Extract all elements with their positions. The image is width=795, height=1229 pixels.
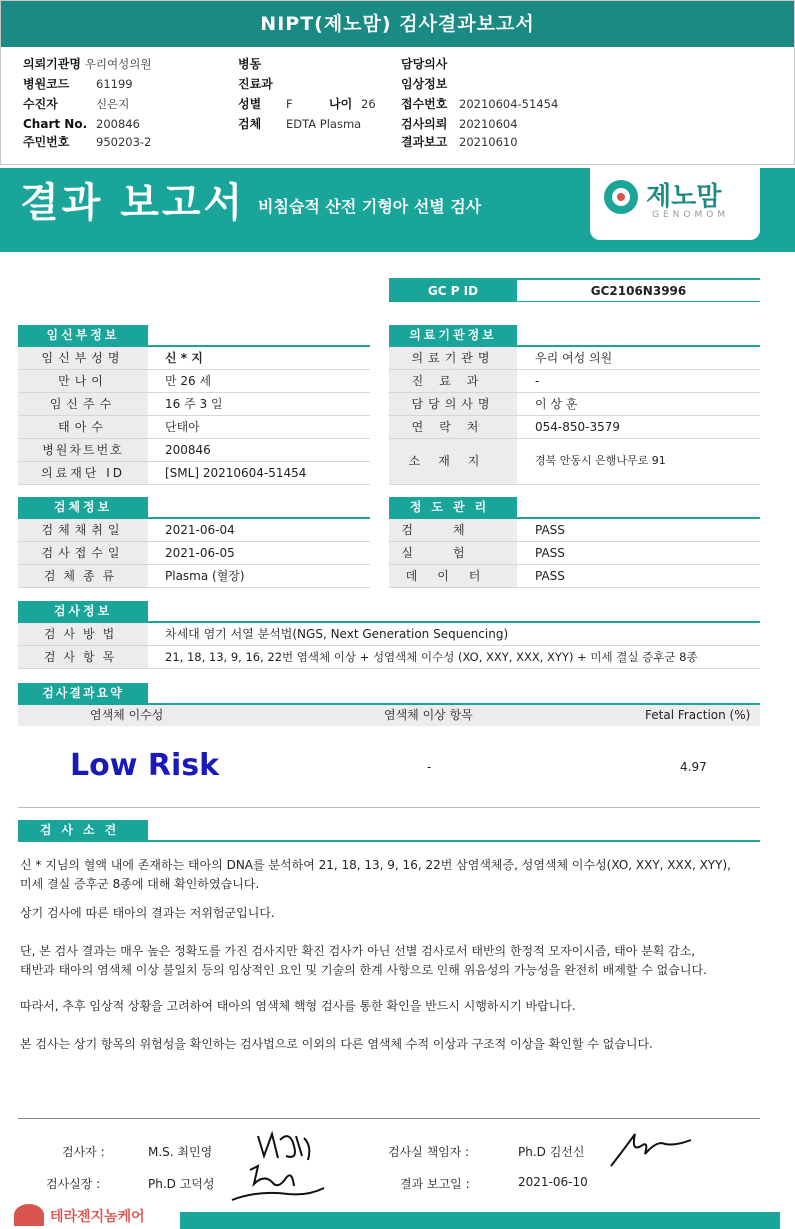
row-value: - — [535, 374, 540, 388]
row-value: 신 * 지 — [165, 351, 203, 365]
row-value: 우리 여성 의원 — [535, 351, 613, 365]
summary-col-aneuploidy: 염색체 이수성 — [90, 708, 164, 722]
examiner-label: 검사자 : — [62, 1145, 105, 1159]
row-value: 200846 — [165, 443, 211, 457]
lab-director-signature — [228, 1160, 328, 1206]
report-title: NIPT(제노맘) 검사결과보고서 — [1, 1, 794, 47]
field-value: 26 — [361, 97, 376, 111]
field-value: 200846 — [96, 117, 140, 131]
field-value: 950203-2 — [96, 135, 152, 149]
company-name: 테라젠지놈케어 — [50, 1209, 145, 1225]
company-logo-icon — [14, 1204, 44, 1226]
field-key: 검사의뢰 — [401, 117, 448, 131]
result-banner — [0, 168, 795, 252]
findings-paragraph-4: 따라서, 추후 임상적 상황을 고려하여 태아의 염색체 핵형 검사를 통한 확인을 반드시 시행하시기 바랍니다. — [20, 999, 576, 1013]
field-value: 61199 — [96, 77, 133, 91]
row-key: 의료기관명 — [389, 347, 517, 369]
row-key: 임신주수 — [18, 393, 148, 415]
logo-icon — [604, 180, 638, 214]
summary-abnormal-value: - — [427, 760, 432, 774]
field-value: 20210604 — [459, 117, 518, 131]
field-value: F — [286, 97, 293, 111]
row-key: 검체채취일 — [18, 519, 148, 541]
field-value: EDTA Plasma — [286, 117, 362, 131]
section-tag-pregnant: 임신부정보 — [18, 325, 148, 345]
summary-header-row — [18, 705, 760, 726]
row-value: PASS — [535, 569, 565, 583]
lab-chief-signature — [605, 1128, 695, 1172]
section-tag-qc: 정도관리 — [389, 497, 517, 517]
field-value: 20210610 — [459, 135, 518, 149]
findings-paragraph-1 — [20, 856, 765, 894]
report-header — [0, 0, 795, 165]
row-key: 태아수 — [18, 416, 148, 438]
row-key: 임신부성명 — [18, 347, 148, 369]
row-value: 054-850-3579 — [535, 420, 621, 434]
logo-subtext: GENOMOM — [652, 210, 730, 220]
findings-line: 태반과 태아의 염색체 이상 불일치 등의 임상적인 요인 및 기술의 한계 사항으로 인해 위음성의 가능성을 완전히 배제할 수 없습니다. — [20, 963, 707, 977]
banner-title: 결과 보고서 — [20, 180, 246, 226]
row-value: 2021-06-04 — [165, 523, 235, 537]
row-key: 진료과 — [389, 370, 517, 392]
row-key: 실험 — [389, 542, 517, 564]
row-key: 만나이 — [18, 370, 148, 392]
report-date-label: 결과 보고일 : — [400, 1177, 470, 1191]
section-tag-institution: 의료기관정보 — [389, 325, 517, 345]
logo-text: 제노맘 — [646, 182, 722, 212]
lab-director-name: Ph.D 고덕성 — [148, 1177, 215, 1191]
banner-subtitle: 비침습적 산전 기형아 선별 검사 — [258, 197, 482, 216]
section-tag-specimen: 검체정보 — [18, 497, 148, 517]
row-value: 경북 안동시 은행나무로 91 — [535, 454, 666, 467]
field-value: 신은지 — [96, 97, 130, 111]
examiner-name: M.S. 최민영 — [148, 1145, 213, 1159]
row-key: 연락처 — [389, 416, 517, 438]
row-value: 21, 18, 13, 9, 16, 22번 염색체 이상 + 성염색체 이수성 (XO, XXY, XXX, XYY) + 미세 결실 증후군 8종 — [165, 650, 698, 664]
field-value: 20210604-51454 — [459, 97, 559, 111]
findings-paragraph-2: 상기 검사에 따른 태아의 결과는 저위험군입니다. — [20, 906, 275, 920]
row-key: 검사접수일 — [18, 542, 148, 564]
findings-paragraph-3 — [20, 942, 765, 980]
lab-director-label: 검사실장 : — [46, 1177, 101, 1191]
section-tag-summary: 검사결과요약 — [18, 683, 148, 703]
field-key: 주민번호 — [23, 135, 70, 149]
field-key: 검체 — [238, 117, 262, 131]
gcp-id-value: GC2106N3996 — [517, 280, 760, 302]
row-value: 2021-06-05 — [165, 546, 235, 560]
field-key: 병원코드 — [23, 77, 70, 91]
findings-line: 미세 결실 증후군 8종에 대해 확인하였습니다. — [20, 877, 260, 891]
row-value: Plasma (혈장) — [165, 569, 245, 583]
row-value: PASS — [535, 523, 565, 537]
row-value: 이 상 훈 — [535, 397, 578, 411]
field-key: 접수번호 — [401, 97, 448, 111]
field-value: 우리여성의원 — [84, 57, 152, 71]
row-key: 검체 — [389, 519, 517, 541]
report-date-value: 2021-06-10 — [518, 1175, 588, 1189]
row-value: [SML] 20210604-51454 — [165, 466, 307, 480]
gcp-id-label: GC P ID — [389, 280, 517, 302]
field-key: 담당의사 — [401, 57, 448, 71]
section-tag-test: 검사정보 — [18, 601, 148, 621]
field-key: 임상정보 — [401, 77, 448, 91]
footer-bar — [180, 1212, 780, 1229]
row-key: 검체종류 — [18, 565, 148, 587]
row-key: 의료재단 ID — [18, 462, 148, 484]
field-key: Chart No. — [23, 117, 88, 131]
field-key: 의뢰기관명 — [23, 57, 81, 71]
summary-fetal-fraction-value: 4.97 — [680, 760, 707, 774]
row-value: PASS — [535, 546, 565, 560]
field-key: 진료과 — [238, 77, 273, 91]
field-key: 결과보고 — [401, 135, 448, 149]
row-value: 단태아 — [165, 420, 200, 434]
genomom-logo — [590, 168, 760, 240]
row-key: 검사항목 — [18, 646, 148, 668]
row-value: 16 주 3 일 — [165, 397, 223, 411]
findings-paragraph-5: 본 검사는 상기 항목의 위험성을 확인하는 검사법으로 이외의 다른 염색체 수적 이상과 구조적 이상을 확인할 수 없습니다. — [20, 1037, 653, 1051]
row-key: 담당의사명 — [389, 393, 517, 415]
row-key: 소재지 — [389, 439, 517, 484]
section-tag-findings: 검사소견 — [18, 820, 148, 840]
row-key: 병원차트번호 — [18, 439, 148, 461]
field-key: 나이 — [329, 97, 353, 111]
findings-line: 신 * 지님의 혈액 내에 존재하는 태아의 DNA를 분석하여 21, 18, 13, 9, 16, 22번 삼염색체증, 성염색체 이수성(XO, XXY, XXX, XYY), — [20, 858, 731, 872]
field-key: 성별 — [238, 97, 262, 111]
findings-line: 단, 본 검사 결과는 매우 높은 정확도를 가진 검사지만 확진 검사가 아닌 선별 검사로서 태반의 한정적 모자이시즘, 태아 분획 감소, — [20, 944, 696, 958]
result-low-risk: Low Risk — [70, 748, 220, 783]
summary-col-fetal-fraction: Fetal Fraction (%) — [645, 708, 751, 722]
row-key: 검사방법 — [18, 623, 148, 645]
lab-chief-name: Ph.D 김선신 — [518, 1145, 585, 1159]
lab-chief-label: 검사실 책임자 : — [388, 1145, 470, 1159]
header-fields — [1, 47, 794, 165]
row-value: 만 26 세 — [165, 374, 212, 388]
field-key: 수진자 — [23, 97, 58, 111]
field-key: 병동 — [238, 57, 262, 71]
summary-col-abnormal: 염색체 이상 항목 — [384, 708, 473, 722]
row-key: 데이터 — [389, 565, 517, 587]
row-value: 차세대 염기 서열 분석법(NGS, Next Generation Sequencing) — [165, 627, 509, 641]
